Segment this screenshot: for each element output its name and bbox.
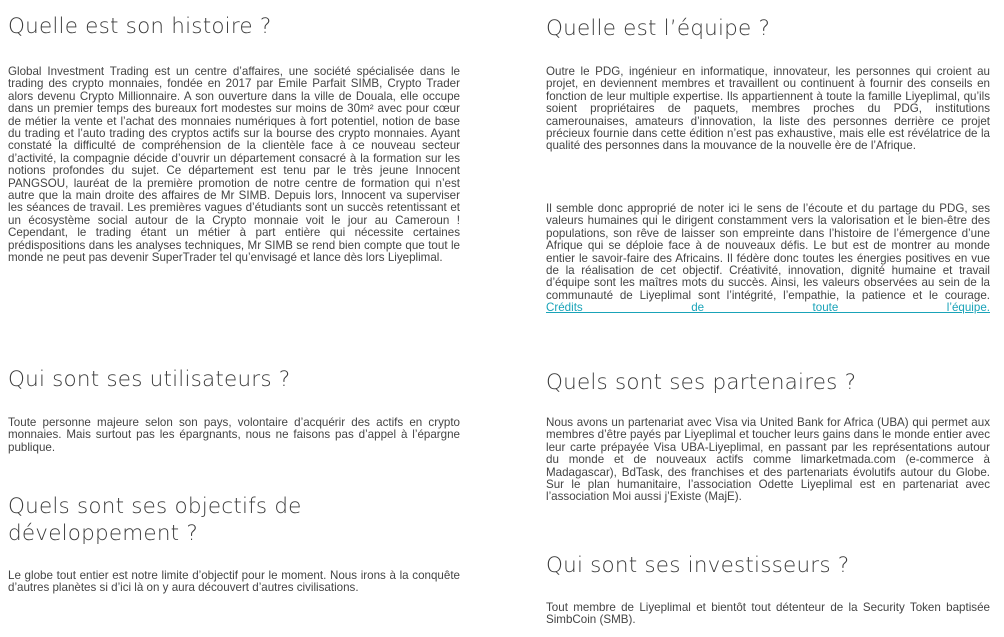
team-text-2: [546, 203, 990, 315]
partners-text: Nous avons un partenariat avec Visa via United Bank for Africa (UBA) qui permet aux membres d’être payés par Liyeplimal et toucher leurs gains dans le monde entier avec leur carte prépayée Visa UBA-Liyeplimal, en passant par les représentations autour du monde et de nouveaux actifs comme limarketmada.com (e-commerce à Madagascar), BdTask, des franchises et des partenariats évolutifs autour du Globe. Sur le plan humanitaire, l’association Odette Liyeplimal est en partenariat avec l’association Moi aussi j’Existe (MajE).: [546, 416, 990, 504]
team-text-1: Outre le PDG, ingénieur en informatique, innovateur, les personnes qui croient au projet, en deviennent membres et travaillent ou continuent à fournir des conseils en fonction de leur multiple expertise. Ils appartiennent à toute la famille Liyeplimal, qu’ils soient propriétaires de paquets, membres proches du PDG, institutions camerounaises, amateurs d’innovation, la liste des personnes derrière ce projet précieux fournie dans cette édition n’est pas exhaustive, mais elle est révélatrice de la qualité des personnes dans la mouvance de la nouvelle ère de l’Afrique.: [546, 65, 990, 153]
investors-heading: Qui sont ses investisseurs ?: [546, 553, 850, 578]
partners-heading: Quels sont ses partenaires ?: [546, 370, 857, 395]
history-heading: Quelle est son histoire ?: [8, 14, 272, 39]
team-credits-link[interactable]: Crédits de toute l’équipe.: [546, 301, 990, 315]
goals-text: Le globe tout entier est notre limite d’objectif pour le moment. Nous irons à la conquête d’autres planètes si d’ici là on y aura découvert d’autres civilisations.: [8, 569, 460, 595]
users-text: Toute personne majeure selon son pays, volontaire d’acquérir des actifs en crypto monnaies. Mais surtout pas les épargnants, nous ne faisons pas d’appel à l’épargne publique.: [8, 416, 460, 454]
investors-text: Tout membre de Liyeplimal et bientôt tout détenteur de la Security Token baptisée SimbCoin (SMB).: [546, 601, 990, 627]
goals-heading: Quels sont ses objectifs de développement ?: [8, 494, 302, 546]
team-heading: Quelle est l’équipe ?: [546, 16, 771, 41]
users-heading: Qui sont ses utilisateurs ?: [8, 367, 291, 392]
history-text: Global Investment Trading est un centre d’affaires, une société spécialisée dans le trading des crypto monnaies, fondée en 2017 par Emile Parfait SIMB, Crypto Trader alors devenu Crypto Millionnaire. A son ouverture dans la ville de Douala, elle occupe dans un premier temps des bureaux fort modestes sur moins de 30m² avec pour cœur de métier la vente et l’achat des monnaies numériques à fort potentiel, notion de base du trading et l’auto trading des cryptos actifs sur la bourse des crypto monnaies. Ayant constaté la difficulté de compréhension de la clientèle face à ce nouveau secteur d’activité, la compagnie décide d’ouvrir un département consacré à la formation sur les notions profondes du sujet. Ce département est tenu par le très jeune Innocent PANGSOU, lauréat de la première promotion de notre centre de formation qui n’est autre que la main droite des affaires de Mr SIMB. Depuis lors, Innocent va superviser les séances de travail. Les premières vagues d’étudiants sont un succès retentissant et un écosystème social autour de la Crypto monnaie voit le jour au Cameroun ! Cependant, le trading étant un métier à part entière qui nécessite certaines prédispositions dans les analyses techniques, Mr SIMB se rend bien compte que tout le monde ne peut pas devenir SuperTrader tel qu’envisagé et lance dès lors Liyeplimal.: [8, 65, 460, 265]
team-text-2-body: Il semble donc approprié de noter ici le sens de l’écoute et du partage du PDG, ses valeurs humaines qui le dirigent constamment vers la valorisation et le bien-être des populations, son rêve de laisser son empreinte dans l’histoire de l’émergence d’une Afrique qui se déploie face à de nouveaux défis. Le but est de montrer au monde entier le savoir-faire des Africains. Il fédère donc toutes les énergies positives en vue de la réalisation de cet objectif. Créativité, innovation, dignité humaine et travail d’équipe sont les maîtres mots du succès. Ainsi, les valeurs observées au sein de la communauté de Liyeplimal sont l’intégrité, l’empathie, la patience et le courage.: [546, 202, 990, 302]
